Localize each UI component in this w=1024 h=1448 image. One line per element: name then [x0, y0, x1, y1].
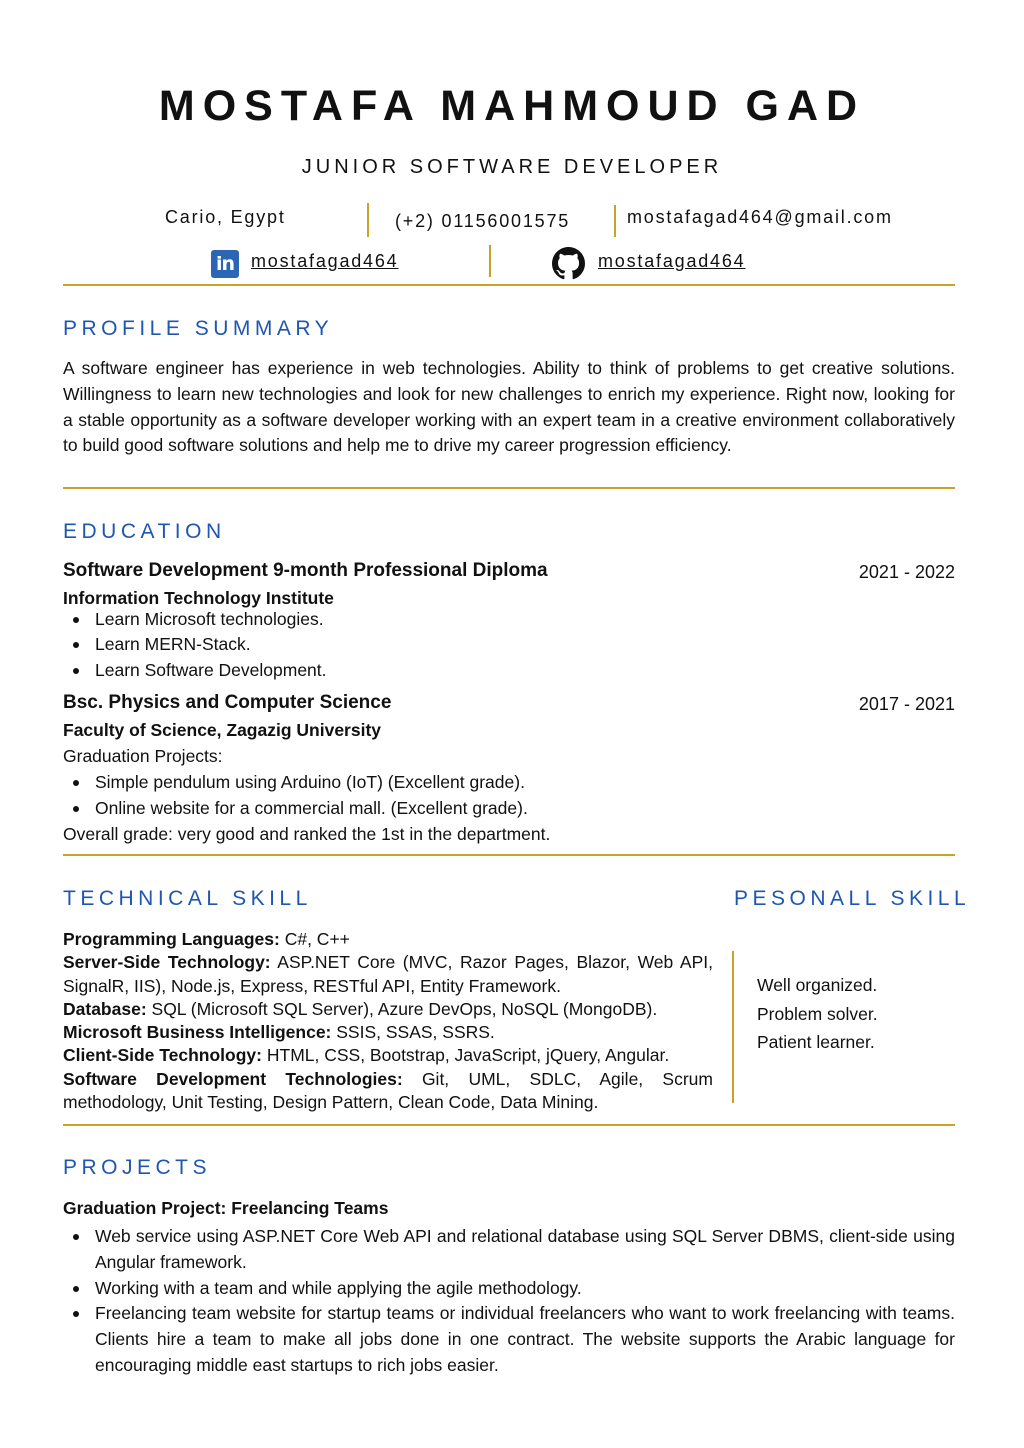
skill-value: SSIS, SSAS, SSRS. — [331, 1022, 495, 1043]
email[interactable]: mostafagad464@gmail.com — [627, 207, 893, 227]
skill-value: ASP.NET Core (MVC, Razor Pages, Blazor, Web API, SignalR, IIS), Node.js, Express, RESTful API, Entity Framework. — [63, 952, 713, 996]
education-heading: EDUCATION — [63, 520, 226, 543]
skill-row — [63, 998, 713, 1021]
contact-separator — [367, 203, 369, 237]
technical-skills-list — [63, 928, 713, 1114]
skill-row — [63, 1021, 713, 1044]
candidate-name: MOSTAFA MAHMOUD GAD — [158, 82, 866, 130]
education-title: Bsc. Physics and Computer Science — [63, 692, 392, 713]
education-bullet: Learn Microsoft technologies. — [95, 609, 324, 629]
column-separator — [732, 951, 734, 1103]
github-link[interactable]: mostafagad464 — [598, 251, 746, 271]
skill-label: Microsoft Business Intelligence: — [63, 1022, 332, 1043]
personal-skill: Problem solver. — [757, 1003, 878, 1024]
profile-heading: PROFILE SUMMARY — [63, 317, 334, 340]
project-bullet — [95, 1276, 955, 1302]
skill-value: Git, UML, SDLC, Agile, Scrum methodology, Unit Testing, Design Pattern, Clean Code, Data Mining. — [63, 1068, 713, 1113]
project-bullets — [95, 1224, 955, 1379]
personal-skill: Patient learner. — [757, 1032, 875, 1052]
linkedin-link[interactable]: mostafagad464 — [251, 251, 399, 271]
project-bullet — [95, 1301, 955, 1378]
education-bullet: Online website for a commercial mall. (Excellent grade). — [95, 798, 528, 818]
github-icon — [552, 247, 585, 280]
skill-row — [63, 1044, 713, 1067]
education-years: 2017 - 2021 — [858, 694, 955, 714]
education-bullet: Learn MERN-Stack. — [95, 634, 251, 654]
section-divider — [63, 487, 955, 489]
skill-label: Server-Side Technology: — [63, 952, 271, 973]
linkedin-icon: in — [211, 250, 239, 278]
section-divider — [63, 284, 955, 286]
skill-row — [63, 928, 713, 951]
education-note: Overall grade: very good and ranked the 1st in the department. — [63, 824, 551, 844]
skill-value: HTML, CSS, Bootstrap, JavaScript, jQuery, Angular. — [262, 1045, 670, 1066]
skill-row — [63, 1068, 713, 1115]
education-title: Software Development 9-month Professional Diploma — [63, 560, 548, 581]
projects-heading: PROJECTS — [63, 1156, 212, 1179]
education-institution: Faculty of Science, Zagazig University — [63, 720, 382, 740]
skill-row — [63, 951, 713, 998]
education-intro: Graduation Projects: — [63, 746, 223, 766]
education-bullet: Simple pendulum using Arduino (IoT) (Excellent grade). — [95, 772, 525, 792]
project-title: Graduation Project: Freelancing Teams — [63, 1198, 389, 1218]
project-bullet-text: Freelancing team website for startup teams or individual freelancers who want to work freelancing with teams. Clients hire a team to make all jobs done in one contract. The website supports the Arabic language for encouraging middle east startups to rich jobs easier. — [95, 1303, 955, 1375]
job-title: JUNIOR SOFTWARE DEVELOPER — [301, 156, 723, 178]
education-institution: Information Technology Institute — [63, 588, 334, 608]
skill-label: Software Development Technologies: — [63, 1068, 403, 1089]
profile-text: A software engineer has experience in web technologies. Ability to think of problems to get creative solutions. Willingness to learn new technologies and look for new challenges to enrich my experience. Right now, looking for a stable opportunity as a software developer working with an expert team in a creative environment collaboratively to build good software solutions and help me to drive my career progression efficiency. — [63, 358, 955, 456]
section-divider — [63, 854, 955, 856]
skill-value: C#, C++ — [279, 929, 350, 949]
social-separator — [489, 245, 491, 277]
education-years: 2021 - 2022 — [858, 562, 955, 582]
project-bullet-text: Web service using ASP.NET Core Web API and relational database using SQL Server DBMS, client-side using Angular framework. — [95, 1226, 955, 1272]
skill-value: SQL (Microsoft SQL Server), Azure DevOps, NoSQL (MongoDB). — [146, 998, 658, 1019]
education-bullet: Learn Software Development. — [95, 660, 327, 680]
skill-label: Database: — [63, 998, 147, 1019]
personal-heading: PESONALL SKILL — [734, 887, 971, 910]
section-divider — [63, 1124, 955, 1126]
location: Cario, Egypt — [165, 207, 286, 227]
phone: (+2) 01156001575 — [395, 211, 571, 231]
technical-heading: TECHNICAL SKILL — [63, 887, 312, 910]
contact-separator — [614, 205, 616, 237]
project-bullet — [95, 1224, 955, 1276]
personal-skills-list — [757, 971, 878, 1057]
skill-label: Programming Languages: — [63, 929, 280, 949]
skill-label: Client-Side Technology: — [63, 1045, 262, 1066]
personal-skill: Well organized. — [757, 975, 878, 995]
project-bullet-text: Working with a team and while applying the agile methodology. — [95, 1277, 582, 1298]
